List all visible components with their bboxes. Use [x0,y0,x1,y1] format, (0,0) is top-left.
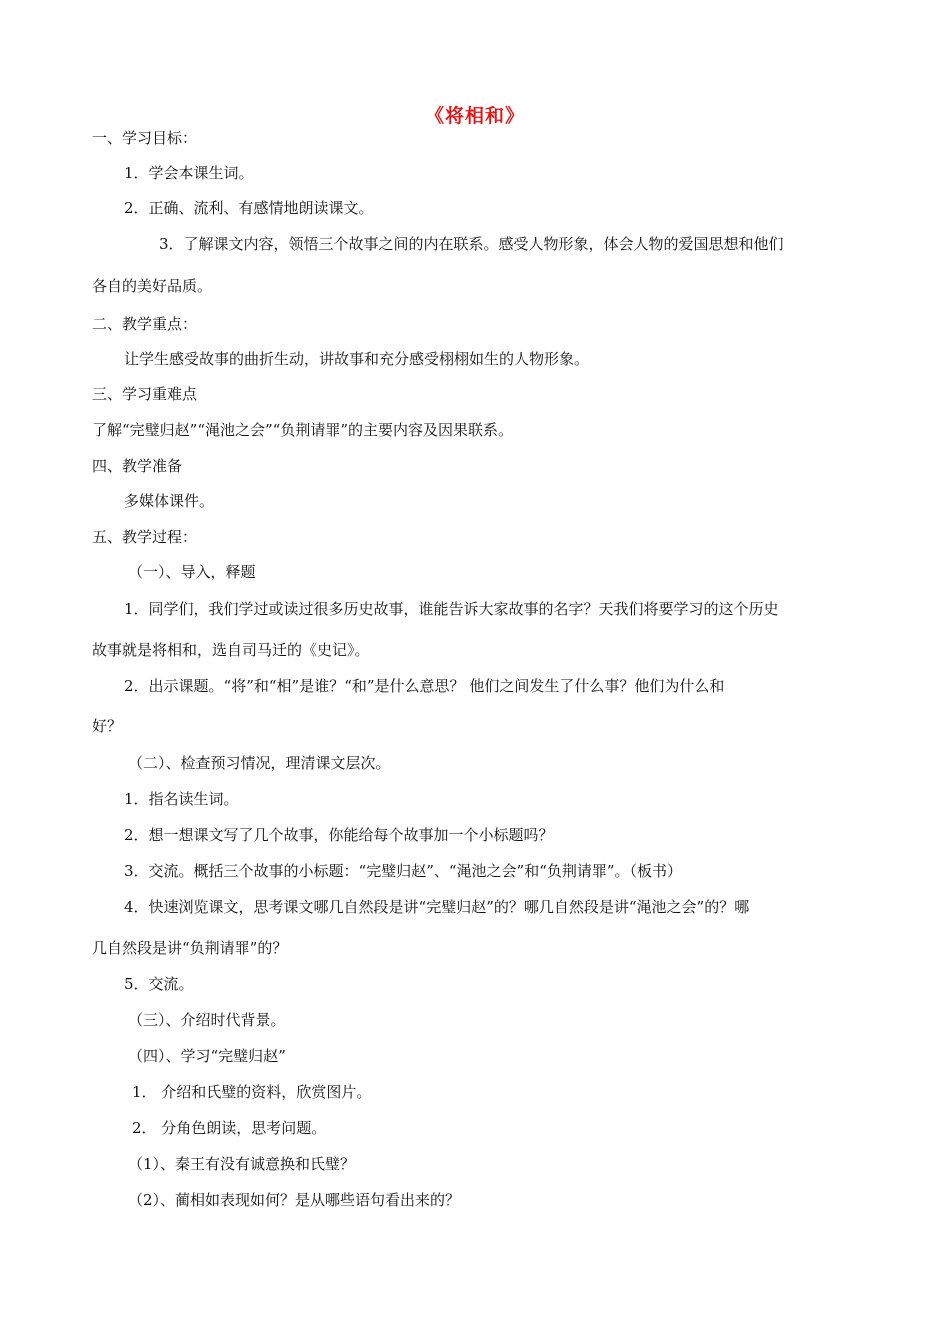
subsection-heading: （四）、学习“完璧归赵” [128,1047,286,1065]
list-item: 5．交流。 [124,975,194,993]
section-heading: 一、学习目标： [92,129,198,147]
paragraph-line: 让学生感受故事的曲折生动，讲故事和充分感受栩栩如生的人物形象。 [124,350,590,368]
list-item: 4．快速浏览课文，思考课文哪几自然段是讲“完璧归赵”的？哪几自然段是讲“渑池之会”的？哪 [124,898,750,916]
list-item: 2．想一想课文写了几个故事，你能给每个故事加一个小标题吗？ [124,826,554,844]
list-item: 1．学会本课生词。 [124,164,254,182]
section-heading: 二、教学重点： [92,315,198,333]
paragraph-line: 2．出示课题。“将”和“相”是谁？“和”是什么意思？ 他们之间发生了什么事？他们为什么和 [124,677,725,695]
list-item: 2．正确、流利、有感情地朗读课文。 [124,199,374,217]
paragraph-line: 故事就是将相和，选自司马迁的《史记》。 [92,641,370,659]
list-item: 2． 分角色朗读，思考问题。 [132,1119,327,1137]
paragraph-line: 了解“完璧归赵”“渑池之会”“负荆请罪”的主要内容及因果联系。 [92,421,514,439]
list-item: （1）、秦王有没有诚意换和氏璧？ [128,1155,356,1173]
paragraph-line: 各自的美好品质。 [92,277,213,295]
subsection-heading: （三）、介绍时代背景。 [128,1011,286,1029]
list-item: 3．交流。概括三个故事的小标题：“完璧归赵”、“渑池之会”和“负荆请罪”。（板书） [124,862,683,880]
list-item: 1． 介绍和氏璧的资料，欣赏图片。 [132,1083,372,1101]
paragraph-line: 几自然段是讲“负荆请罪”的？ [92,939,288,957]
section-heading: 四、教学准备 [92,457,183,475]
list-item: 3．了解课文内容，领悟三个故事之间的内在联系。感受人物形象，体会人物的爱国思想和他们 [159,235,784,253]
document-title: 《将相和》 [424,105,525,127]
subsection-heading: （一）、导入，释题 [128,563,256,581]
paragraph-line: 多媒体课件。 [124,492,215,510]
list-item: （2）、蔺相如表现如何？是从哪些语句看出来的？ [128,1191,461,1209]
section-heading: 三、学习重难点 [92,385,198,403]
list-item: 1．指名读生词。 [124,790,239,808]
paragraph-line: 好？ [92,717,123,735]
paragraph-line: 1．同学们，我们学过或读过很多历史故事，谁能告诉大家故事的名字？天我们将要学习的这个历史 [124,600,779,618]
subsection-heading: （二）、检查预习情况，理清课文层次。 [128,754,391,772]
section-heading: 五、教学过程： [92,528,198,546]
